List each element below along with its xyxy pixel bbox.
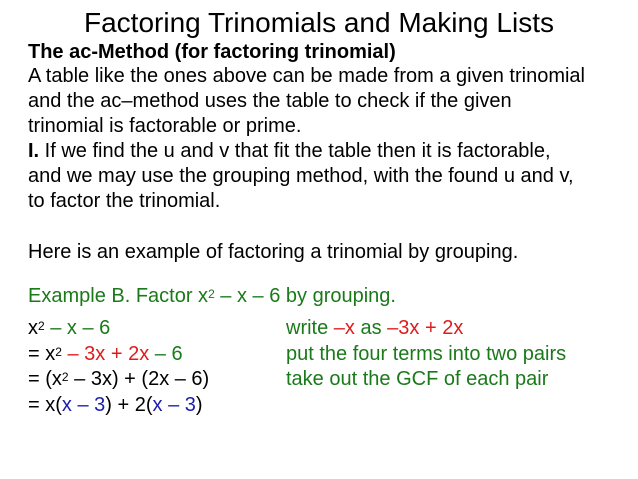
paragraph-line-4 xyxy=(28,139,551,163)
example-intro: Here is an example of factoring a trinomial by grouping. xyxy=(28,241,519,263)
step1-note-a: write xyxy=(286,317,334,339)
step2-split-terms: – 3x + 2x xyxy=(61,343,150,365)
exponent: 2 xyxy=(61,370,69,384)
step-1 xyxy=(28,316,464,340)
step3-note: take out the GCF of each pair xyxy=(286,368,549,390)
paragraph-line-1: A table like the ones above can be made from a given trinomial xyxy=(28,65,585,87)
step2-constant: – 6 xyxy=(149,343,183,365)
step4-a: = x( xyxy=(28,394,62,416)
step4-e: ) xyxy=(195,394,203,416)
step4-c: ) + 2( xyxy=(105,394,153,416)
step1-x: x xyxy=(28,317,38,339)
paragraph-line-5: and we may use the grouping method, with the found u and v, xyxy=(28,165,574,187)
exponent: 2 xyxy=(38,319,45,333)
example-label: Example B. Factor x xyxy=(28,285,209,307)
paragraph-line-3: trinomial is factorable or prime. xyxy=(28,115,302,137)
paragraph2-text-1: If we find the u and v that fit the table then it is factorable, xyxy=(39,140,551,162)
example-statement xyxy=(28,284,396,308)
exponent: 2 xyxy=(55,345,62,359)
roman-numeral-label: I. xyxy=(28,140,40,162)
step3-a: = (x xyxy=(28,368,62,390)
step1-note-c: as xyxy=(354,317,388,339)
slide-title: Factoring Trinomials and Making Lists xyxy=(84,7,554,38)
exponent: 2 xyxy=(208,287,215,301)
paragraph-line-6: to factor the trinomial. xyxy=(28,190,221,212)
example-rest: – x – 6 by grouping. xyxy=(214,285,396,307)
step3-b: – 3x) + (2x – 6) xyxy=(68,368,210,390)
step1-terms: – x – 6 xyxy=(44,317,111,339)
step-3 xyxy=(28,367,549,391)
step1-note-b: –x xyxy=(333,317,355,339)
step2-x: = x xyxy=(28,343,56,365)
step1-note xyxy=(286,316,463,340)
step-4 xyxy=(28,393,203,417)
step-2 xyxy=(28,342,567,366)
step4-factor-2: x – 3 xyxy=(152,394,196,416)
method-heading: The ac-Method (for factoring trinomial) xyxy=(28,41,396,63)
paragraph-line-2: and the ac–method uses the table to check if the given xyxy=(28,90,512,112)
step1-note-d: –3x + 2x xyxy=(387,317,464,339)
step4-factor-1: x – 3 xyxy=(61,394,106,416)
step2-note: put the four terms into two pairs xyxy=(286,343,567,365)
